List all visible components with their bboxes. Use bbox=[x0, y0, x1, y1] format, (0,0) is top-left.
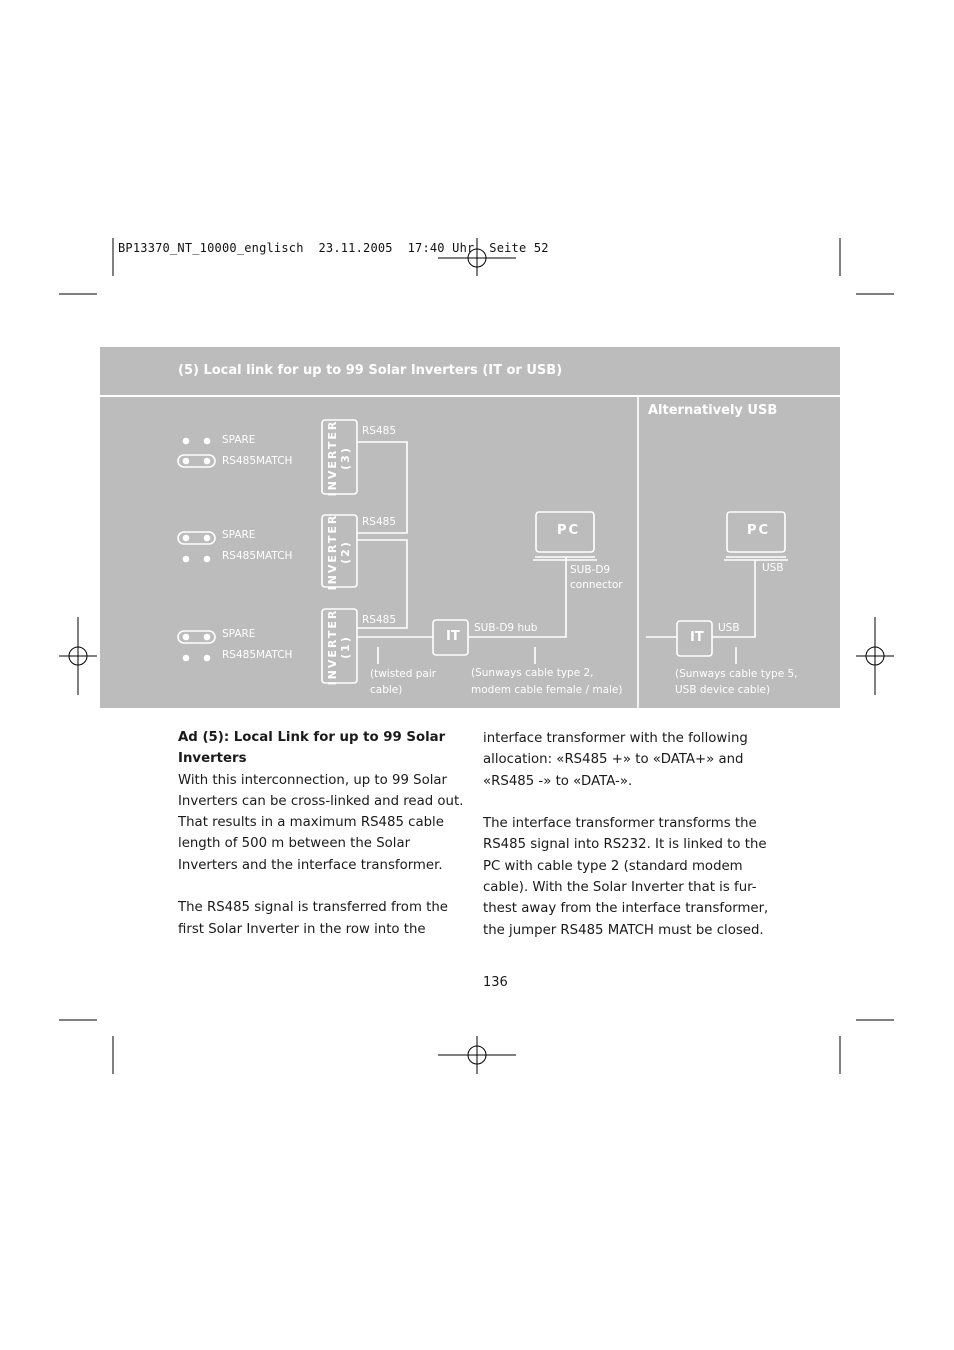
paragraph-line: PC with cable type 2 (standard modem bbox=[483, 858, 743, 874]
slug-page: Seite 52 bbox=[489, 241, 549, 255]
section-heading-line-1: Ad (5): Local Link for up to 99 Solar bbox=[178, 730, 446, 745]
jumper-block-1 bbox=[178, 439, 215, 468]
sub-d9-connector-label-2: connector bbox=[570, 579, 623, 591]
alternative-usb-title: Alternatively USB bbox=[648, 403, 778, 418]
paragraph-line: The interface transformer transforms the bbox=[483, 816, 757, 832]
cable-type-2-label-2: modem cable female / male) bbox=[471, 684, 623, 696]
paragraph-line: With this interconnection, up to 99 Solar bbox=[178, 772, 448, 788]
sub-d9-hub-label: SUB-D9 hub bbox=[474, 622, 538, 634]
twisted-pair-label-1: (twisted pair bbox=[370, 668, 437, 680]
slug-job: BP13370_NT_10000_englisch bbox=[118, 241, 304, 255]
jumper-3-spare-label: SPARE bbox=[222, 628, 256, 640]
paragraph-line: «RS485 -» to «DATA-». bbox=[483, 773, 633, 789]
paragraph-line: first Solar Inverter in the row into the bbox=[178, 921, 426, 937]
jumper-3-match-label: RS485MATCH bbox=[222, 649, 293, 661]
paragraph-line: interface transformer with the following bbox=[483, 731, 748, 746]
jumper-block-2 bbox=[178, 532, 215, 562]
sub-d9-connector-label-1: SUB-D9 bbox=[570, 564, 611, 576]
paragraph-line: Inverters can be cross-linked and read out. bbox=[178, 793, 464, 809]
inverter-3-label: INVERTER (3) bbox=[326, 419, 352, 497]
paragraph-line: allocation: «RS485 +» to «DATA+» and bbox=[483, 752, 744, 768]
right-column bbox=[483, 728, 783, 941]
slug-date: 23.11.2005 bbox=[318, 241, 393, 255]
paragraph-line: the jumper RS485 MATCH must be closed. bbox=[483, 922, 764, 938]
jumper-1-spare-label: SPARE bbox=[222, 434, 256, 446]
inverter-2-label: INVERTER (2) bbox=[326, 513, 352, 591]
paragraph-line: The RS485 signal is transferred from the bbox=[178, 900, 448, 916]
jumper-2-match-label: RS485MATCH bbox=[222, 550, 293, 562]
usb-pc-label: USB bbox=[762, 562, 784, 574]
inverter-3-port-label: RS485 bbox=[362, 425, 397, 437]
cable-type-5-label-1: (Sunways cable type 5, bbox=[675, 668, 798, 680]
left-column bbox=[178, 727, 468, 940]
inverter-1-port-label: RS485 bbox=[362, 614, 397, 626]
paragraph-line: thest away from the interface transformer, bbox=[483, 901, 769, 917]
section-heading-line-2: Inverters bbox=[178, 751, 247, 767]
jumper-2-spare-label: SPARE bbox=[222, 529, 256, 541]
paragraph-line: Inverters and the interface transformer. bbox=[178, 857, 443, 873]
inverter-1-label: INVERTER (1) bbox=[326, 608, 352, 686]
cable-type-2-label-1: (Sunways cable type 2, bbox=[471, 667, 594, 679]
usb-it-label: USB bbox=[718, 622, 740, 634]
pc-usb-label: PC bbox=[747, 523, 771, 538]
paragraph-line: RS485 signal into RS232. It is linked to the bbox=[483, 837, 767, 853]
jumper-block-3 bbox=[178, 631, 215, 661]
inverter-2-port-label: RS485 bbox=[362, 516, 397, 528]
twisted-pair-label-2: cable) bbox=[370, 684, 403, 696]
paragraph-line: That results in a maximum RS485 cable bbox=[178, 815, 444, 831]
slug-time: 17:40 Uhr bbox=[407, 241, 475, 255]
cable-type-5-label-2: USB device cable) bbox=[675, 684, 771, 696]
paragraph-line: cable). With the Solar Inverter that is fur- bbox=[483, 880, 757, 896]
page-number: 136 bbox=[483, 975, 508, 990]
figure-title: (5) Local link for up to 99 Solar Inverters (IT or USB) bbox=[178, 363, 563, 378]
paragraph-line: length of 500 m between the Solar bbox=[178, 836, 411, 852]
pc-label: PC bbox=[557, 523, 581, 538]
it-usb-label: IT bbox=[690, 630, 704, 645]
it-label: IT bbox=[446, 629, 460, 644]
jumper-1-match-label: RS485MATCH bbox=[222, 455, 293, 467]
